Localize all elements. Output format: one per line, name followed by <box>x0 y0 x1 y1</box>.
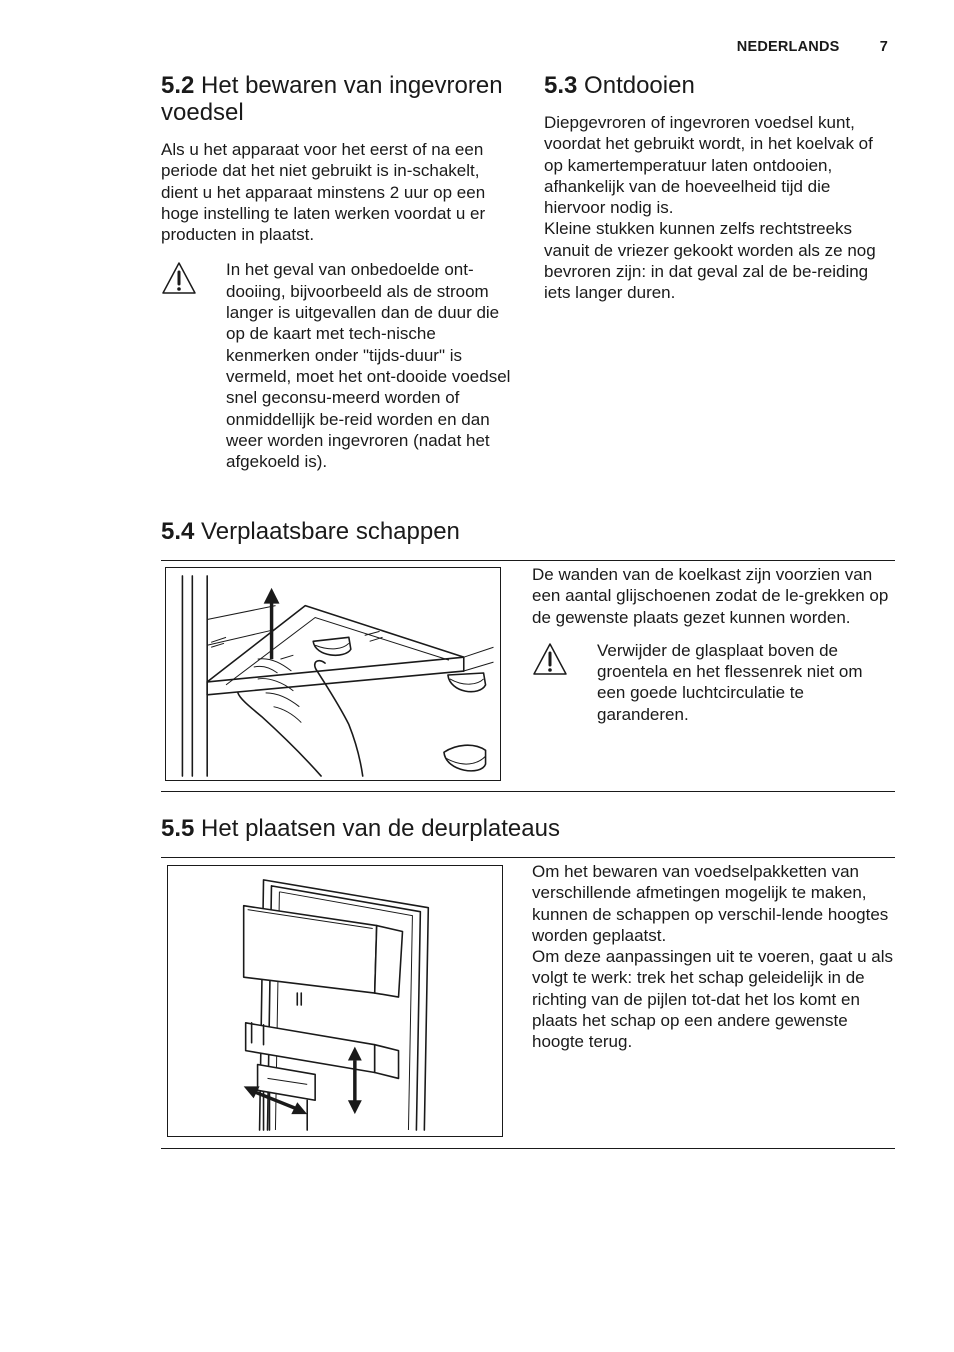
section-5-2-heading <box>161 72 513 126</box>
warning-block <box>532 640 894 725</box>
warning-triangle-icon <box>161 261 197 295</box>
door-shelf-drawing <box>168 866 502 1136</box>
section-5-4-body: De wanden van de koelkast zijn voorzien van een aantal glijschoenen zodat de le-grekken op de gewenste plaats gezet kunnen worden. <box>532 565 889 627</box>
section-5-5-top-rule <box>161 857 895 858</box>
section-5-5-body-1: Om het bewaren van voedselpakketten van verschillende afmetingen mogelijk te maken, kunnen de schappen op verschil-lende hoogtes worden geplaatst. <box>532 862 889 945</box>
warning-text: In het geval van onbedoelde ont-dooiing, bijvoorbeeld als de stroom langer is uitgevallen dan de duur die op de kaart met tech-nische kenmerken onder "tijds-duur" is vermeld, moet het ont-dooide voedsel snel geconsu-meerd worden of onmiddellijk be-reid worden en dan weer worden ingevroren (nadat het afgekoeld is). <box>226 260 511 472</box>
section-5-2-body: Als u het apparaat voor het eerst of na een periode dat het niet gebruikt is in-schakelt, dient u het apparaat minstens 2 uur op een hoge instelling te laten werken voordat u er producten in plaatst. <box>161 140 486 245</box>
section-title: Het bewaren van ingevroren voedsel <box>161 72 503 126</box>
language-label: NEDERLANDS <box>736 39 840 55</box>
section-5-4-heading <box>161 518 761 545</box>
section-5-3 <box>544 72 896 304</box>
section-5-5-heading <box>161 815 761 842</box>
warning-block <box>161 259 513 472</box>
warning-text: Verwijder de glasplaat boven de groentela en het flessenrek niet om een goede luchtcirculatie te garanderen. <box>597 640 863 724</box>
section-5-4-text <box>532 564 894 725</box>
section-5-4-heading-wrap <box>161 518 761 545</box>
section-number: 5.3 <box>544 72 578 99</box>
section-5-5-bottom-rule <box>161 1148 895 1149</box>
shelf-illustration <box>165 567 501 781</box>
warning-triangle-icon <box>532 642 568 676</box>
page-number: 7 <box>879 39 888 55</box>
section-5-3-body-2: Kleine stukken kunnen zelfs rechtstreeks vanuit de vriezer gekookt worden als ze nog bevroren zijn: in dat geval zal de be-reiding iets langer duren. <box>544 219 876 303</box>
section-title: Ontdooien <box>584 72 695 99</box>
section-5-4-bottom-rule <box>161 791 895 792</box>
section-5-5-heading-wrap <box>161 815 761 842</box>
door-shelf-illustration <box>167 865 503 1137</box>
section-5-2 <box>161 72 513 472</box>
section-5-5-body-2: Om deze aanpassingen uit te voeren, gaat u als volgt te werk: trek het schap geleidelijk in de richting van de pijlen tot-dat het los komt en plaats het schap op een andere gewenste hoogte terug. <box>532 947 894 1052</box>
section-number: 5.5 <box>161 815 195 842</box>
section-title: Verplaatsbare schappen <box>201 518 460 545</box>
section-title: Het plaatsen van de deurplateaus <box>201 815 560 842</box>
section-5-4-top-rule <box>161 560 895 561</box>
section-number: 5.4 <box>161 518 195 545</box>
section-5-5-text <box>532 861 894 1053</box>
section-number: 5.2 <box>161 72 195 99</box>
shelf-drawing <box>166 568 500 780</box>
section-5-3-heading <box>544 72 896 99</box>
page-header <box>737 39 888 55</box>
section-5-3-body-1: Diepgevroren of ingevroren voedsel kunt, voordat het gebruikt wordt, in het koelvak of op kamertemperatuur laten ontdooien, afhankelijk van de hoeveelheid tijd die hiervoor nodig is. <box>544 113 873 218</box>
